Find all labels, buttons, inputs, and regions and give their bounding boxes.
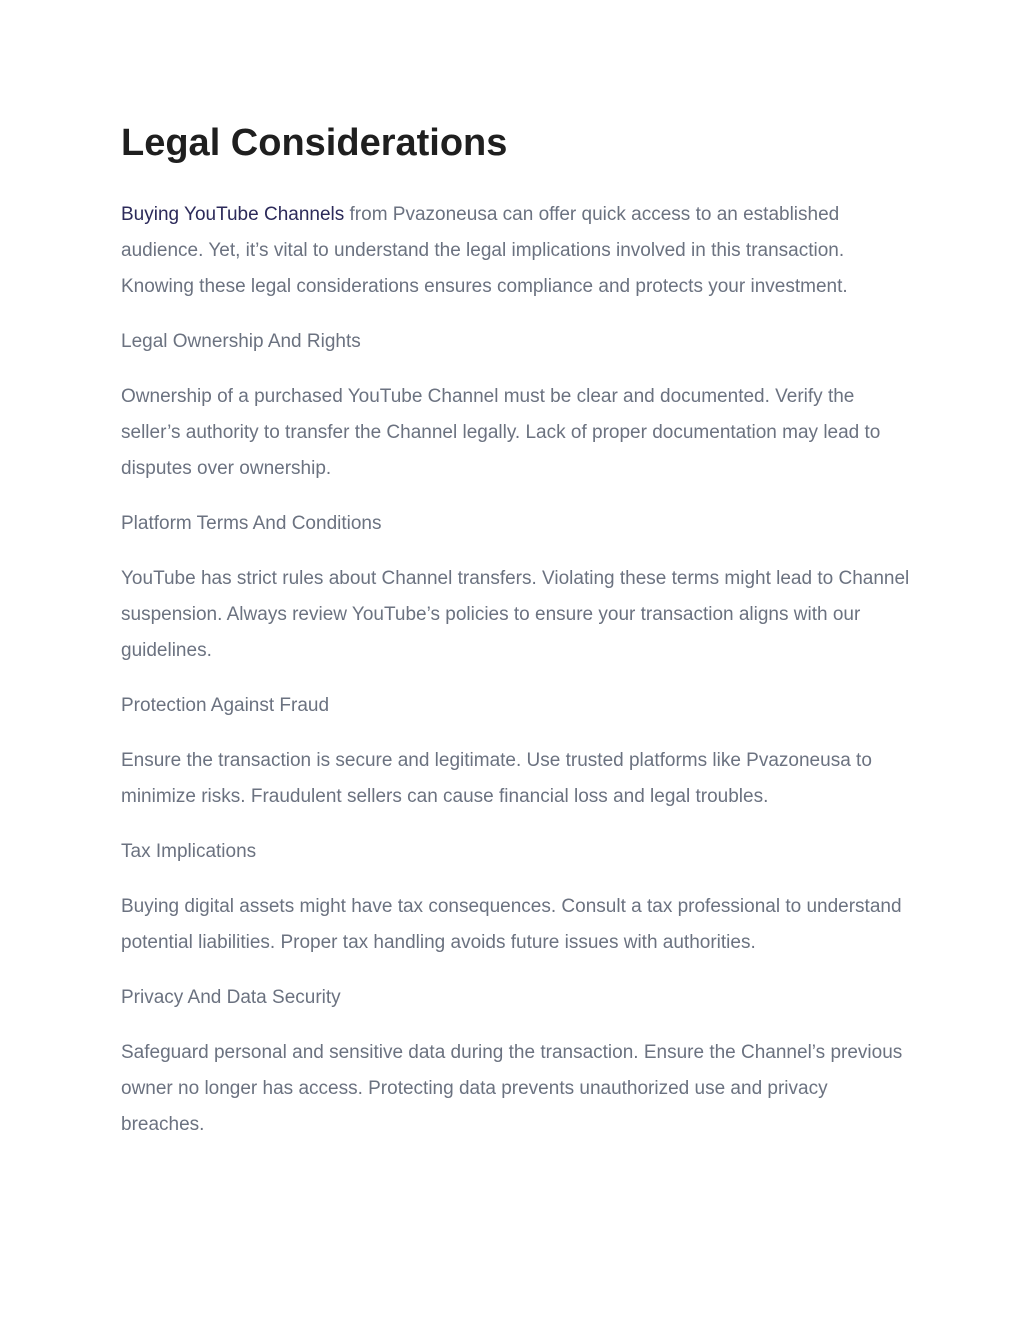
intro-paragraph bbox=[121, 197, 911, 305]
section-body-privacy-security: Safeguard personal and sensitive data during the transaction. Ensure the Channel’s previous owner no longer has access. Protecting data prevents unauthorized use and privacy breaches. bbox=[121, 1042, 903, 1135]
section-body-fraud-protection: Ensure the transaction is secure and legitimate. Use trusted platforms like Pvazoneusa to minimize risks. Fraudulent sellers can cause financial loss and legal troubles. bbox=[121, 750, 872, 807]
section-heading-fraud-protection: Protection Against Fraud bbox=[121, 695, 330, 716]
buying-youtube-channels-link[interactable]: Buying YouTube Channels bbox=[121, 204, 345, 225]
page-title: Legal Considerations bbox=[121, 122, 508, 164]
section-body-tax-implications: Buying digital assets might have tax consequences. Consult a tax professional to understand potential liabilities. Proper tax handling avoids future issues with authorities. bbox=[121, 896, 902, 953]
section-heading-privacy-security: Privacy And Data Security bbox=[121, 987, 341, 1008]
section-heading-tax-implications: Tax Implications bbox=[121, 841, 257, 862]
section-heading-platform-terms: Platform Terms And Conditions bbox=[121, 513, 382, 534]
section-body-legal-ownership: Ownership of a purchased YouTube Channel must be clear and documented. Verify the seller’s authority to transfer the Channel legally. Lack of proper documentation may lead to disputes over ownership. bbox=[121, 386, 881, 479]
section-body-platform-terms: YouTube has strict rules about Channel transfers. Violating these terms might lead to Channel suspension. Always review YouTube’s policies to ensure your transaction aligns with our guidelines. bbox=[121, 568, 910, 661]
intro-text: from Pvazoneusa can offer quick access to an established audience. Yet, it’s vital to understand the legal implications involved in this transaction. Knowing these legal considerations ensures compliance and protects your investment. bbox=[121, 204, 848, 297]
document-page bbox=[121, 120, 911, 1143]
section-heading-legal-ownership: Legal Ownership And Rights bbox=[121, 331, 361, 352]
